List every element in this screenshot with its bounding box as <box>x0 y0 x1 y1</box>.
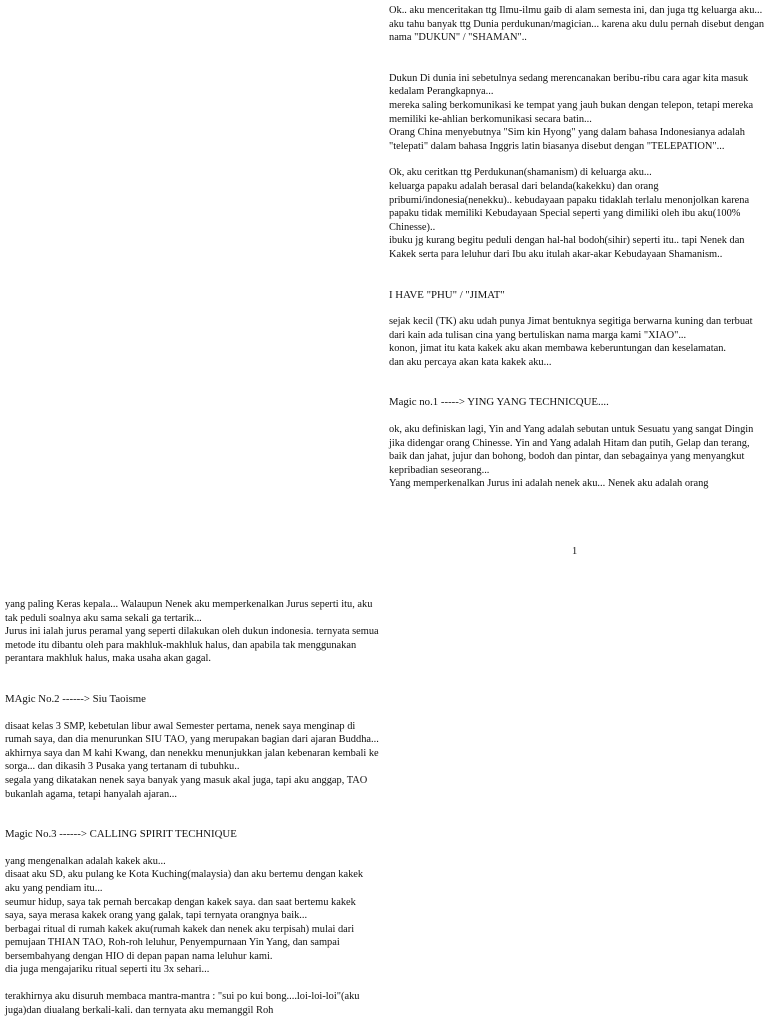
paragraph: Ok, aku ceritkan ttg Perdukunan(shamanism) di keluarga aku... keluarga papaku adalah berasal dari belanda(kakekku) dan orang pribumi/indonesia(nenekku).. kebudayaan papaku tidaklah terlalu menonjolkan karena papaku tidak memiliki Kebudayaan Special seperti yang dimiliki oleh ibu aku(100% Chinesse).. ibuku jg kurang begitu peduli dengan hal-hal bodoh(sihir) seperti itu.. tapi Nenek dan Kakek serta para leluhur dari Ibu aku itulah akar-akar Kebudayaan Shamanism.. <box>389 167 750 260</box>
paragraph: ok, aku definiskan lagi, Yin and Yang adalah sebutan untuk Sesuatu yang sangat Dingin jika didengar orang Chinesse. Yin and Yang adalah Hitam dan putih, Gelap dan terang, baik dan jahat, jujur dan bohong, bodoh dan pintar, dan sebagainya yang menyangkut kepribadian seseorang... Yang memperkenalkan Jurus ini adalah nenek aku... Nenek aku adalah orang <box>389 424 754 490</box>
paragraph: yang paling Keras kepala... Walaupun Nenek aku memperkenalkan Jurus seperti itu, aku tak peduli soalnya aku sama sekali ga tertarik... Jurus ini ialah jurus peramal yang seperti dilakukan oleh dukun indonesia. ternyata semua metode itu dibantu oleh para makhluk-makhluk halus, dan apabila tak menggunakan perantara makhluk halus, maka usaha akan gagal. <box>5 599 379 665</box>
left-column <box>5 598 379 1017</box>
right-column <box>389 4 765 491</box>
section-heading: MAgic No.2 ------> Siu Taoisme <box>5 692 146 705</box>
section-heading: I HAVE "PHU" / "JIMAT" <box>389 288 505 301</box>
section-heading: Magic No.3 ------> CALLING SPIRIT TECHNIQUE <box>5 828 237 841</box>
paragraph: disaat kelas 3 SMP, kebetulan libur awal Semester pertama, nenek saya menginap di rumah saya, dan dia menurunkan SIU TAO, yang merupakan bagian dari ajaran Buddha... akhirnya saya dan M kahi Kwang, dan nenekku menunjukkan jalan kebenaran kembali ke sorga... dan dikasih 3 Pusaka yang tertanam di tubuhku.. segala yang dikatakan nenek saya banyak yang masuk akal juga, tapi aku anggap, TAO bukanlah agama, tetapi hanyalah ajaran... <box>5 720 379 800</box>
paragraph: sejak kecil (TK) aku udah punya Jimat bentuknya segitiga berwarna kuning dan terbuat dari kain ada tulisan cina yang bertuliskan nama marga kami "XIAO"... konon, jimat itu kata kakek aku akan membawa keberuntungan dan keselamatan. dan aku percaya akan kata kakek aku... <box>389 316 753 368</box>
paragraph: Ok.. aku menceritakan ttg Ilmu-ilmu gaib di alam semesta ini, dan juga ttg keluarga aku... aku tahu banyak ttg Dunia perdukunan/magician... karena aku dulu pernah disebut dengan nama "DUKUN" / "SHAMAN".. <box>389 5 765 44</box>
section-heading: Magic no.1 -----> YING YANG TECHNICQUE.... <box>389 396 609 409</box>
paragraph: yang mengenalkan adalah kakek aku... disaat aku SD, aku pulang ke Kota Kuching(malaysia) dan aku bertemu dengan kakek aku yang pendiam itu... seumur hidup, saya tak pernah bercakap dengan kakek saya. dan saat bertemu kakek saya, saya merasa kakek orang yang galak, tapi ternyata orangnya baik... berbagai ritual di rumah kakek aku(rumah kakek dan nenek aku terpisah) mulai dari pemujaan THIAN TAO, Roh-roh leluhur, Penyempurnaan Yin Yang, dan sampai bersembahyang dengan HIO di depan papan nama leluhur kami. dia juga mengajariku ritual seperti itu 3x sehari... <box>5 855 364 976</box>
paragraph: Dukun Di dunia ini sebetulnya sedang merencanakan beribu-ribu cara agar kita masuk kedalam Perangkapnya... mereka saling berkomunikasi ke tempat yang jauh bukan dengan telepon, tetapi mereka memiliki ke-ahlian berkomunikasi secara batin... Orang China menyebutnya "Sim kin Hyong" yang dalam bahasa Indonesianya adalah "telepati" dalam bahasa Inggris latin biasanya disebut dengan "TELEPATION"... <box>389 72 754 152</box>
page-number: 1 <box>572 546 578 557</box>
paragraph: terakhirnya aku disuruh membaca mantra-mantra : "sui po kui bong....loi-loi-loi"(aku juga)dan diualang berkali-kali. dan ternyata aku memanggil Roh <box>5 991 360 1016</box>
